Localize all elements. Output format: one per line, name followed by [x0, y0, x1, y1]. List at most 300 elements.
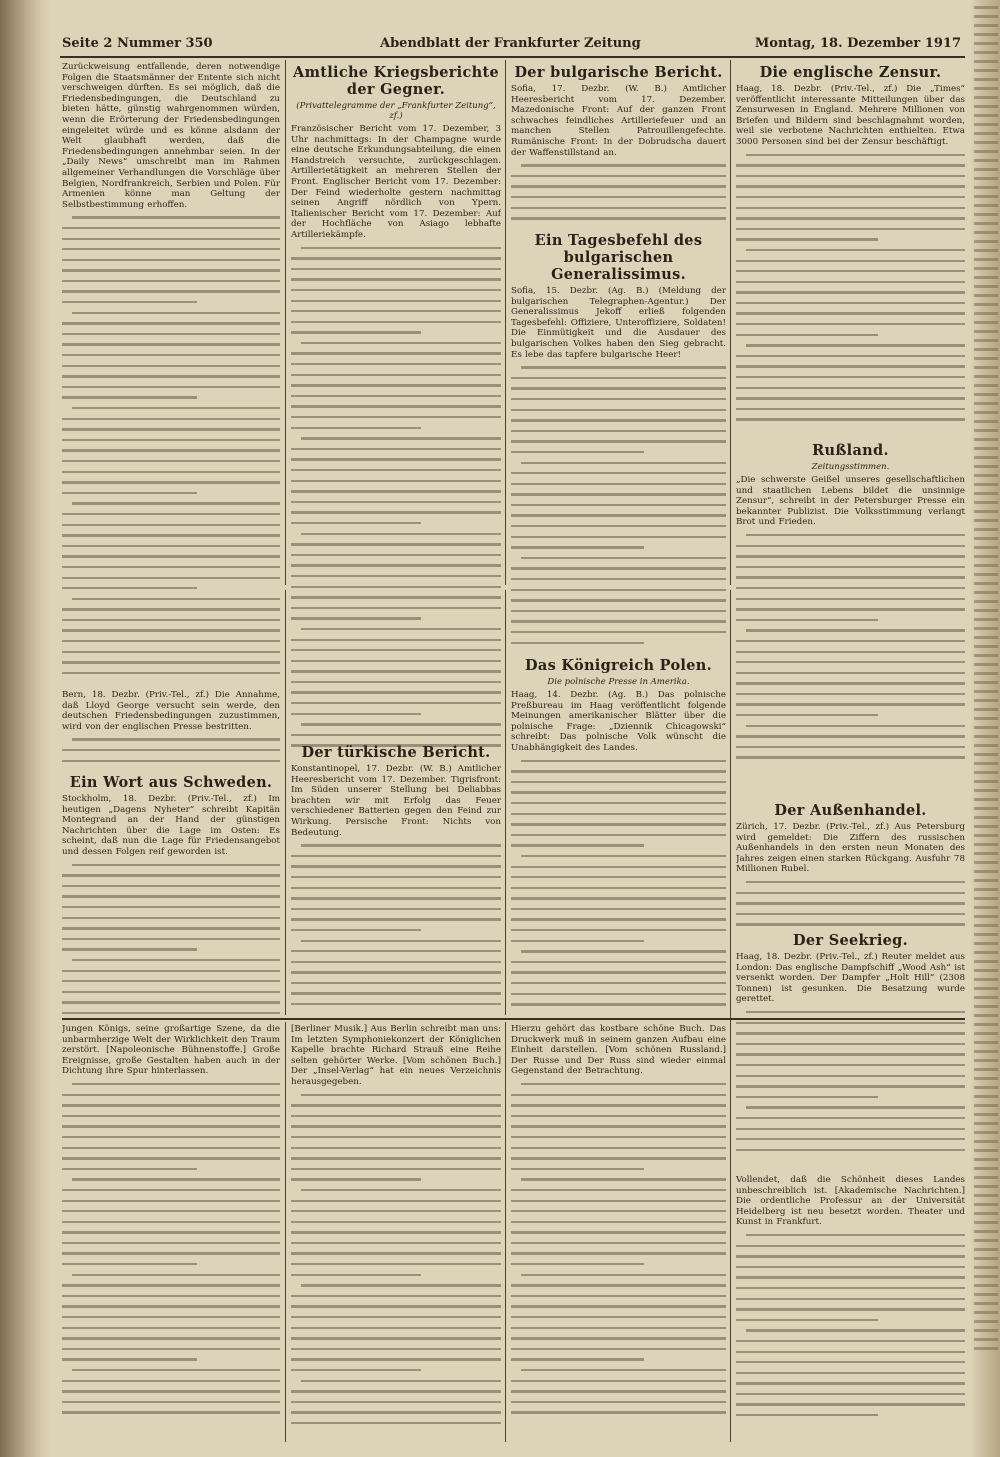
edge-line — [974, 402, 998, 405]
print-line — [736, 234, 965, 245]
edge-line — [974, 519, 998, 522]
print-line — [291, 904, 501, 915]
print-line — [736, 1283, 965, 1294]
print-line — [291, 1185, 501, 1196]
print-line — [62, 583, 280, 594]
print-line — [62, 1008, 280, 1014]
edge-line — [974, 492, 998, 495]
print-line — [511, 500, 726, 511]
edge-line — [974, 1122, 998, 1125]
print-line — [511, 766, 726, 777]
column-rule — [730, 1022, 731, 1442]
text-lines — [736, 1007, 965, 1155]
print-line — [62, 286, 280, 297]
column-4-russland — [736, 440, 965, 800]
print-line — [291, 1090, 501, 1101]
edge-line — [974, 33, 998, 36]
print-line — [291, 666, 501, 677]
print-line — [511, 510, 726, 521]
print-line — [511, 936, 726, 947]
print-line — [62, 881, 280, 892]
print-line — [736, 1325, 965, 1336]
print-line — [511, 1164, 726, 1175]
edge-line — [974, 213, 998, 216]
edge-line — [974, 1329, 998, 1332]
edge-line — [974, 609, 998, 612]
edge-line — [974, 789, 998, 792]
print-line — [291, 1121, 501, 1132]
print-line — [291, 1344, 501, 1355]
text-lines — [736, 1230, 965, 1421]
print-line — [291, 635, 501, 646]
print-line — [291, 677, 501, 688]
print-line — [511, 1333, 726, 1344]
edge-line — [974, 1086, 998, 1089]
print-line — [291, 486, 501, 497]
edge-line — [974, 330, 998, 333]
print-line — [511, 1100, 726, 1111]
print-line — [62, 1397, 280, 1408]
print-line — [291, 507, 501, 518]
print-line — [62, 625, 280, 636]
print-line — [62, 382, 280, 393]
feuilleton-column-3 — [511, 1024, 726, 1439]
print-line — [736, 1241, 965, 1252]
edge-line — [974, 843, 998, 846]
print-line — [62, 234, 280, 245]
print-line — [62, 329, 280, 340]
edge-line — [974, 717, 998, 720]
edge-line — [974, 60, 998, 63]
print-line — [511, 224, 726, 227]
print-line — [511, 1206, 726, 1217]
edge-line — [974, 348, 998, 351]
print-line — [736, 340, 965, 351]
print-line — [291, 1164, 501, 1175]
print-line — [736, 877, 965, 888]
print-line — [291, 1397, 501, 1408]
print-line — [511, 373, 726, 384]
print-line — [62, 1238, 280, 1249]
print-line — [736, 1145, 965, 1156]
print-line — [291, 687, 501, 698]
print-line — [736, 1081, 965, 1092]
print-line — [736, 393, 965, 404]
print-line — [291, 444, 501, 455]
print-line — [62, 255, 280, 266]
print-line — [62, 541, 280, 552]
edge-line — [974, 780, 998, 783]
print-line — [291, 719, 501, 730]
column-rule — [505, 60, 506, 585]
print-line — [736, 1304, 965, 1315]
edge-line — [974, 222, 998, 225]
edge-line — [974, 915, 998, 918]
print-line — [62, 987, 280, 998]
print-line — [736, 404, 965, 415]
section-heading: Der bulgarische Bericht. — [514, 64, 723, 81]
print-line — [62, 668, 280, 679]
print-line — [62, 976, 280, 987]
edge-line — [974, 87, 998, 90]
article-text: Sofia, 17. Dezbr. (W. B.) Amtlicher Heeresbericht vom 17. Dezember. Mazedonische Front: Auf der ganzen Front schwaches feindliches Artilleriefeuer und an manchen Stellen Patrouillengefechte. Rumänische Front: In der Dobrudscha dauert der Waffenstillstand an. — [511, 84, 726, 158]
print-line — [736, 1251, 965, 1262]
edge-line — [974, 942, 998, 945]
edge-line — [974, 870, 998, 873]
edge-line — [974, 1203, 998, 1206]
edge-line — [974, 1113, 998, 1116]
text-lines — [736, 530, 965, 763]
print-line — [291, 1248, 501, 1259]
print-line — [291, 560, 501, 571]
print-line — [62, 488, 280, 499]
section-heading: Die englische Zensur. — [759, 64, 942, 81]
print-line — [511, 160, 726, 171]
column-4-englische-zensur — [736, 62, 965, 442]
edge-line — [974, 1284, 998, 1287]
edge-line — [974, 951, 998, 954]
edge-line — [974, 1212, 998, 1215]
section-subheading: Zeitungsstimmen. — [811, 462, 890, 472]
edge-line — [974, 924, 998, 927]
edge-line — [974, 186, 998, 189]
print-line — [62, 1301, 280, 1312]
print-line — [291, 603, 501, 614]
edge-line — [974, 1158, 998, 1161]
edge-line — [974, 825, 998, 828]
edge-line — [974, 447, 998, 450]
edge-line — [974, 708, 998, 711]
print-line — [736, 1028, 965, 1039]
print-line — [291, 391, 501, 402]
text-lines — [511, 160, 726, 227]
print-line — [511, 1344, 726, 1355]
print-line — [291, 1365, 501, 1376]
print-line — [291, 957, 501, 968]
print-line — [291, 1407, 501, 1418]
print-line — [291, 433, 501, 444]
print-line — [291, 1354, 501, 1365]
print-line — [291, 1174, 501, 1185]
page-header — [60, 34, 965, 58]
print-line — [62, 966, 280, 977]
print-line — [62, 934, 280, 945]
print-line — [511, 957, 726, 968]
print-line — [736, 1357, 965, 1368]
edge-line — [974, 1185, 998, 1188]
print-line — [291, 914, 501, 925]
print-line — [291, 645, 501, 656]
section-heading: Amtliche Kriegsberichte der Gegner. — [293, 64, 499, 98]
section-heading: Ein Tagesbefehl des bulgarischen Generalissimus. — [534, 232, 703, 283]
edge-line — [974, 1023, 998, 1026]
print-line — [62, 1323, 280, 1334]
edge-line — [974, 78, 998, 81]
print-line — [736, 919, 965, 930]
text-lines — [291, 1090, 501, 1429]
print-line — [736, 150, 965, 161]
print-line — [62, 265, 280, 276]
edge-line — [974, 294, 998, 297]
article-text: Französischer Bericht vom 17. Dezember, 3 Uhr nachmittags: In der Champagne wurde eine deutsche Erkundungsabteilung, die einen Handstreich versuchte, zurückgeschlagen. Artillerietätigkeit an mehreren Stellen der Front. Englischer Bericht vom 17. Dezember: Der Feind wiederholte gestern nachmittag seinen Angriff nördlich von Ypern. Italienischer Bericht vom 17. Dezember: Auf der Hochfläche von Asiago lebhafte Artilleriekämpfe. — [291, 124, 501, 240]
print-line — [62, 424, 280, 435]
print-line — [291, 967, 501, 978]
edge-line — [974, 744, 998, 747]
print-line — [62, 509, 280, 520]
edge-line — [974, 564, 998, 567]
print-line — [62, 520, 280, 531]
edge-line — [974, 1059, 998, 1062]
print-line — [62, 318, 280, 329]
print-line — [511, 851, 726, 862]
article-text: Zurückweisung entfallende, deren notwendige Folgen die Staatsmänner der Entente sich nicht verschweigen dürften. Es sei möglich, daß die Friedensbedingungen, die Deutschland zu bieten hätte, günstig wahrgenommen würden, wenn die Erörterung der Friedensbedingungen eingeleitet würde und es könne alsdann der Welt glaubhaft werden, daß die Friedensbedingungen annehmbar seien. In der „Daily News“ umschreibt man im Rahmen allgemeiner Verhandlungen die Vorschläge über Belgien, Nordfrankreich, Serbien und Polen. Für Armenien könne man Geltung der Selbstbestimmung erhoffen. — [62, 62, 280, 210]
print-line — [511, 819, 726, 830]
column-1-schweden — [62, 772, 280, 1014]
print-line — [736, 224, 965, 235]
print-line — [736, 647, 965, 658]
edge-line — [974, 465, 998, 468]
text-lines — [291, 840, 501, 1010]
section-heading: Rußland. — [812, 442, 889, 459]
edge-line — [974, 312, 998, 315]
print-line — [736, 256, 965, 267]
edge-line — [974, 276, 998, 279]
print-line — [511, 999, 726, 1010]
edge-line — [974, 879, 998, 882]
edge-line — [974, 141, 998, 144]
print-line — [291, 1270, 501, 1281]
print-line — [511, 638, 726, 649]
print-line — [62, 276, 280, 287]
print-line — [736, 731, 965, 742]
print-line — [511, 1280, 726, 1291]
print-line — [62, 456, 280, 467]
print-line — [511, 1323, 726, 1334]
article-text: Jungen Königs, seine großartige Szene, da die unbarmherzige Welt der Wirklichkeit den Traum zerstört. [Napoleonische Bühnenstoffe.] Große Ereignisse, große Gestalten haben auch in der Dichtung ihre Spur hinterlassen. — [62, 1024, 280, 1077]
print-line — [511, 468, 726, 479]
print-line — [62, 371, 280, 382]
edge-line — [974, 798, 998, 801]
edge-line — [974, 177, 998, 180]
print-line — [291, 359, 501, 370]
column-3-tagesbefehl — [511, 230, 726, 650]
print-line — [62, 403, 280, 414]
edge-line — [974, 69, 998, 72]
print-line — [511, 1248, 726, 1259]
print-line — [291, 1132, 501, 1143]
edge-line — [974, 1176, 998, 1179]
edge-line — [974, 897, 998, 900]
print-line — [62, 891, 280, 902]
print-line — [736, 689, 965, 700]
print-line — [736, 372, 965, 383]
edge-line — [974, 663, 998, 666]
print-line — [736, 245, 965, 256]
print-line — [511, 1111, 726, 1122]
print-line — [291, 454, 501, 465]
print-line — [291, 476, 501, 487]
print-line — [62, 530, 280, 541]
print-line — [511, 1143, 726, 1154]
edge-line — [974, 591, 998, 594]
print-line — [291, 518, 501, 529]
print-line — [62, 636, 280, 647]
print-line — [291, 1418, 501, 1429]
print-line — [511, 1185, 726, 1196]
edge-line — [974, 1302, 998, 1305]
print-line — [62, 1090, 280, 1101]
print-line — [62, 1153, 280, 1164]
print-line — [291, 1227, 501, 1238]
edge-line — [974, 96, 998, 99]
print-line — [291, 1291, 501, 1302]
section-subheading: (Privattelegramme der „Frankfurter Zeitung“, zf.) — [296, 101, 496, 121]
print-line — [62, 1291, 280, 1302]
edge-line — [974, 42, 998, 45]
edge-line — [974, 1320, 998, 1323]
feuilleton-column-4 — [736, 1175, 965, 1439]
column-rule — [505, 1022, 506, 1442]
print-line — [511, 171, 726, 182]
edge-line — [974, 960, 998, 963]
print-line — [62, 297, 280, 308]
print-line — [736, 1124, 965, 1135]
print-line — [62, 1365, 280, 1376]
print-line — [62, 604, 280, 615]
print-line — [511, 192, 726, 203]
edge-line — [974, 726, 998, 729]
edge-line — [974, 132, 998, 135]
print-line — [62, 562, 280, 573]
print-line — [291, 624, 501, 635]
print-line — [291, 317, 501, 328]
edge-line — [974, 429, 998, 432]
print-line — [62, 902, 280, 913]
edge-line — [974, 1311, 998, 1314]
print-line — [511, 213, 726, 224]
text-lines — [736, 877, 965, 930]
print-line — [291, 1259, 501, 1270]
print-line — [736, 192, 965, 203]
print-line — [736, 171, 965, 182]
edge-line — [974, 501, 998, 504]
print-line — [511, 405, 726, 416]
print-line — [736, 699, 965, 710]
column-1-article — [62, 62, 280, 682]
edge-line — [974, 231, 998, 234]
column-2-tuerkischer-bericht — [291, 742, 501, 1014]
print-line — [291, 243, 501, 254]
edge-line — [974, 978, 998, 981]
edge-line — [974, 510, 998, 513]
edge-line — [974, 474, 998, 477]
print-line — [62, 923, 280, 934]
edge-line — [974, 555, 998, 558]
print-line — [62, 244, 280, 255]
print-line — [736, 1347, 965, 1358]
print-line — [736, 752, 965, 763]
print-line — [62, 477, 280, 488]
print-line — [736, 678, 965, 689]
edge-line — [974, 771, 998, 774]
print-line — [736, 1039, 965, 1050]
text-lines — [736, 150, 965, 425]
print-line — [736, 1049, 965, 1060]
print-line — [736, 710, 965, 721]
article-text: Stockholm, 18. Dezbr. (Priv.-Tel., zf.) Im heutigen „Dagens Nyheter“ schreibt Kapitän Montegrand an der Hand der günstigen Nachrichten über die Lage im Osten: Es scheint, daß nun die Lage für Friedensangebot und dessen Folgen reif geworden ist. — [62, 794, 280, 857]
print-line — [736, 277, 965, 288]
print-line — [62, 1344, 280, 1355]
print-line — [511, 426, 726, 437]
edge-line — [974, 1293, 998, 1296]
print-line — [736, 1336, 965, 1347]
column-4-aussenhandel — [736, 800, 965, 935]
column-3-koenigreich-polen — [511, 655, 726, 1015]
edge-line — [974, 258, 998, 261]
print-line — [511, 606, 726, 617]
section-heading: Ein Wort aus Schweden. — [69, 774, 273, 791]
edge-line — [974, 1032, 998, 1035]
print-line — [291, 1333, 501, 1344]
edge-line — [974, 1005, 998, 1008]
print-line — [511, 521, 726, 532]
print-line — [291, 571, 501, 582]
column-4-seekrieg — [736, 930, 965, 1170]
print-line — [291, 412, 501, 423]
print-line — [291, 1196, 501, 1207]
text-lines — [62, 734, 280, 766]
edge-line — [974, 933, 998, 936]
print-line — [511, 1153, 726, 1164]
print-line — [62, 594, 280, 605]
edge-line — [974, 123, 998, 126]
print-line — [511, 574, 726, 585]
edge-line — [974, 645, 998, 648]
print-line — [291, 1323, 501, 1334]
print-line — [291, 1206, 501, 1217]
print-line — [291, 380, 501, 391]
section-heading: Der Außenhandel. — [774, 802, 927, 819]
print-line — [511, 1270, 726, 1281]
print-line — [291, 327, 501, 338]
edge-line — [974, 438, 998, 441]
print-line — [291, 348, 501, 359]
print-line — [62, 913, 280, 924]
print-line — [291, 1312, 501, 1323]
column-rule — [285, 60, 286, 585]
print-line — [62, 1111, 280, 1122]
section-heading: Der Seekrieg. — [793, 932, 908, 949]
print-line — [736, 1102, 965, 1113]
print-line — [62, 860, 280, 871]
print-line — [62, 678, 280, 682]
edge-line — [974, 996, 998, 999]
print-line — [736, 1368, 965, 1379]
edge-line — [974, 1140, 998, 1143]
print-line — [291, 978, 501, 989]
print-line — [511, 648, 726, 650]
print-line — [511, 1079, 726, 1090]
print-line — [736, 1389, 965, 1400]
print-line — [291, 465, 501, 476]
print-line — [511, 553, 726, 564]
print-line — [291, 840, 501, 851]
edge-line — [974, 384, 998, 387]
print-line — [511, 436, 726, 447]
print-line — [511, 777, 726, 788]
print-line — [62, 308, 280, 319]
edge-line — [974, 168, 998, 171]
